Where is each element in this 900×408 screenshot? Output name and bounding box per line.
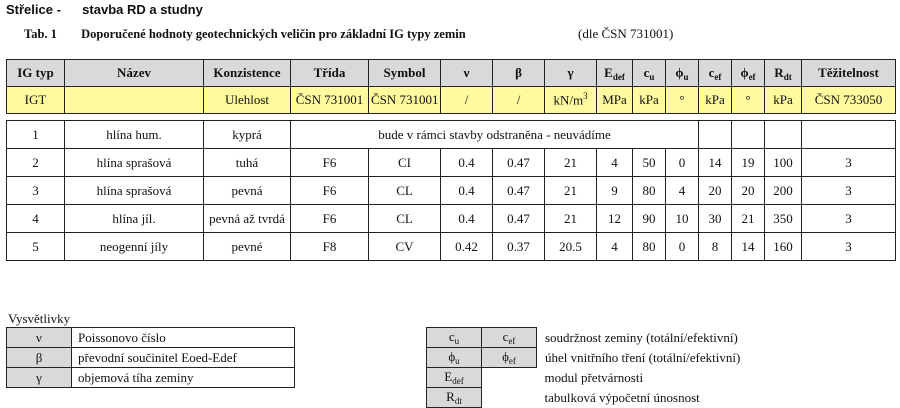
cell: Ulehlost (204, 87, 291, 114)
cell: hlína sprašová (65, 177, 204, 205)
col-phiu: $\phi_u$ (666, 60, 699, 87)
cell: 2 (7, 149, 65, 177)
legend-right-table (426, 327, 745, 408)
cell: 0.4 (441, 205, 493, 233)
cell: ČSN 733050 (802, 87, 896, 114)
cell: F6 (291, 149, 369, 177)
cell: ° (666, 87, 699, 114)
cell: pevné (204, 233, 291, 261)
cell: 0 (666, 149, 699, 177)
col-cu: $c_u$ (633, 60, 666, 87)
col-cef: $c_{ef}$ (699, 60, 732, 87)
spacer-row (7, 114, 896, 121)
table-row (7, 149, 896, 177)
cell: ° (732, 87, 765, 114)
cell: 20.5 (545, 233, 597, 261)
col-class: Třída (291, 60, 369, 87)
cell: 0.4 (441, 177, 493, 205)
legend-item (7, 328, 295, 348)
cell: / (441, 87, 493, 114)
cell: 9 (597, 177, 633, 205)
legend-item (7, 348, 295, 368)
cell: bude v rámci stavby odstraněna - neuvádíme (291, 121, 699, 149)
cell: hlína sprašová (65, 149, 204, 177)
table-header-row (7, 60, 896, 87)
location-label: Střelice - (6, 2, 61, 17)
table-row (7, 121, 896, 149)
legend-left-table (6, 327, 295, 388)
col-gamma: γ (545, 60, 597, 87)
cell: ČSN 731001 (291, 87, 369, 114)
cell: 3 (802, 149, 896, 177)
units-row (7, 87, 896, 114)
cell: IGT (7, 87, 65, 114)
cell: 20 (732, 177, 765, 205)
legend-item (7, 368, 295, 388)
cell (699, 121, 732, 149)
cell: CL (369, 177, 441, 205)
col-beta: β (493, 60, 545, 87)
cell: CV (369, 233, 441, 261)
cell: 0.42 (441, 233, 493, 261)
table-title: Doporučené hodnoty geotechnických veličin pro základní IG typy zemin (81, 27, 466, 41)
cell: kPa (633, 87, 666, 114)
cell: 3 (802, 177, 896, 205)
cell: 350 (765, 205, 802, 233)
legend-description: modul přetvárnosti (544, 369, 644, 385)
legend-symbol: ν (7, 328, 72, 348)
col-phief: $\phi_{ef}$ (732, 60, 765, 87)
cell: 100 (765, 149, 802, 177)
cell: 4 (597, 149, 633, 177)
cell: pevná (204, 177, 291, 205)
cell: pevná až tvrdá (204, 205, 291, 233)
cell: 80 (633, 233, 666, 261)
cell (802, 121, 896, 149)
cell: / (493, 87, 545, 114)
cell: F8 (291, 233, 369, 261)
cell: tuhá (204, 149, 291, 177)
legend-description: soudržnost zeminy (totální/efektivní) (545, 329, 738, 345)
document-header (6, 2, 203, 17)
legend-description: tabulková výpočetní únosnost (544, 389, 700, 405)
legend-symbol: $\phi_u$ (427, 348, 482, 368)
cell: 4 (7, 205, 65, 233)
legend-symbol: $c_{ef}$ (482, 328, 537, 348)
cell: kyprá (204, 121, 291, 149)
cell: 20 (699, 177, 732, 205)
legend-description: Poissonovo číslo (72, 328, 295, 348)
cell: 8 (699, 233, 732, 261)
table-caption (24, 27, 466, 42)
legend-item (427, 388, 745, 408)
table-row (7, 177, 896, 205)
cell: neogenní jíly (65, 233, 204, 261)
table-number: Tab. 1 (24, 27, 57, 41)
legend-symbol: β (7, 348, 72, 368)
cell: CL (369, 205, 441, 233)
cell: 0.47 (493, 177, 545, 205)
cell: 0.47 (493, 149, 545, 177)
cell: 0 (666, 233, 699, 261)
cell: CI (369, 149, 441, 177)
cell: 0.4 (441, 149, 493, 177)
cell (732, 121, 765, 149)
col-edef: $E_{def}$ (597, 60, 633, 87)
legend-description: úhel vnitřního tření (totální/efektivní) (545, 349, 741, 365)
legend-description: objemová tíha zeminy (72, 368, 295, 388)
cell: 50 (633, 149, 666, 177)
cell: 90 (633, 205, 666, 233)
legend-description: převodní součinitel Eoed-Edef (72, 348, 295, 368)
legend-item (427, 368, 745, 388)
cell: 200 (765, 177, 802, 205)
cell: 12 (597, 205, 633, 233)
cell: 19 (732, 149, 765, 177)
col-ig-type: IG typ (7, 60, 65, 87)
cell: 14 (699, 149, 732, 177)
cell: 0.37 (493, 233, 545, 261)
legend-symbol: $R_{dt}$ (427, 388, 482, 408)
col-nu: ν (441, 60, 493, 87)
subject-label: stavba RD a studny (82, 2, 203, 17)
cell: 14 (732, 233, 765, 261)
cell: 160 (765, 233, 802, 261)
cell: 1 (7, 121, 65, 149)
cell (765, 121, 802, 149)
cell: 5 (7, 233, 65, 261)
cell: 3 (802, 233, 896, 261)
legend-symbol: $E_{def}$ (427, 368, 482, 388)
legend-item (427, 328, 745, 348)
cell: 80 (633, 177, 666, 205)
cell: 21 (545, 205, 597, 233)
cell: F6 (291, 177, 369, 205)
cell: 30 (699, 205, 732, 233)
cell (65, 87, 204, 114)
cell: 4 (597, 233, 633, 261)
cell: 3 (802, 205, 896, 233)
cell: 10 (666, 205, 699, 233)
legend-title: Vysvětlivky (8, 311, 71, 326)
cell: 21 (545, 177, 597, 205)
cell: 21 (732, 205, 765, 233)
col-excavability: Těžitelnost (802, 60, 896, 87)
cell: hlína jíl. (65, 205, 204, 233)
cell: kPa (765, 87, 802, 114)
table-row (7, 233, 896, 261)
cell: MPa (597, 87, 633, 114)
geotechnical-table (6, 59, 896, 261)
cell: $kN/m^3$ (545, 87, 597, 114)
col-consistency: Konzistence (204, 60, 291, 87)
legend-item (427, 348, 745, 368)
cell: 3 (7, 177, 65, 205)
table-row (7, 205, 896, 233)
cell: 4 (666, 177, 699, 205)
cell: 0.47 (493, 205, 545, 233)
col-symbol: Symbol (369, 60, 441, 87)
legend-symbol: γ (7, 368, 72, 388)
cell: kPa (699, 87, 732, 114)
cell: 21 (545, 149, 597, 177)
norm-reference: (dle ČSN 731001) (578, 26, 674, 41)
cell: hlína hum. (65, 121, 204, 149)
legend-symbol: $\phi_{ef}$ (482, 348, 537, 368)
col-name: Název (65, 60, 204, 87)
col-rdt: $R_{dt}$ (765, 60, 802, 87)
cell: ČSN 731001 (369, 87, 441, 114)
cell: F6 (291, 205, 369, 233)
legend-symbol: $c_u$ (427, 328, 482, 348)
